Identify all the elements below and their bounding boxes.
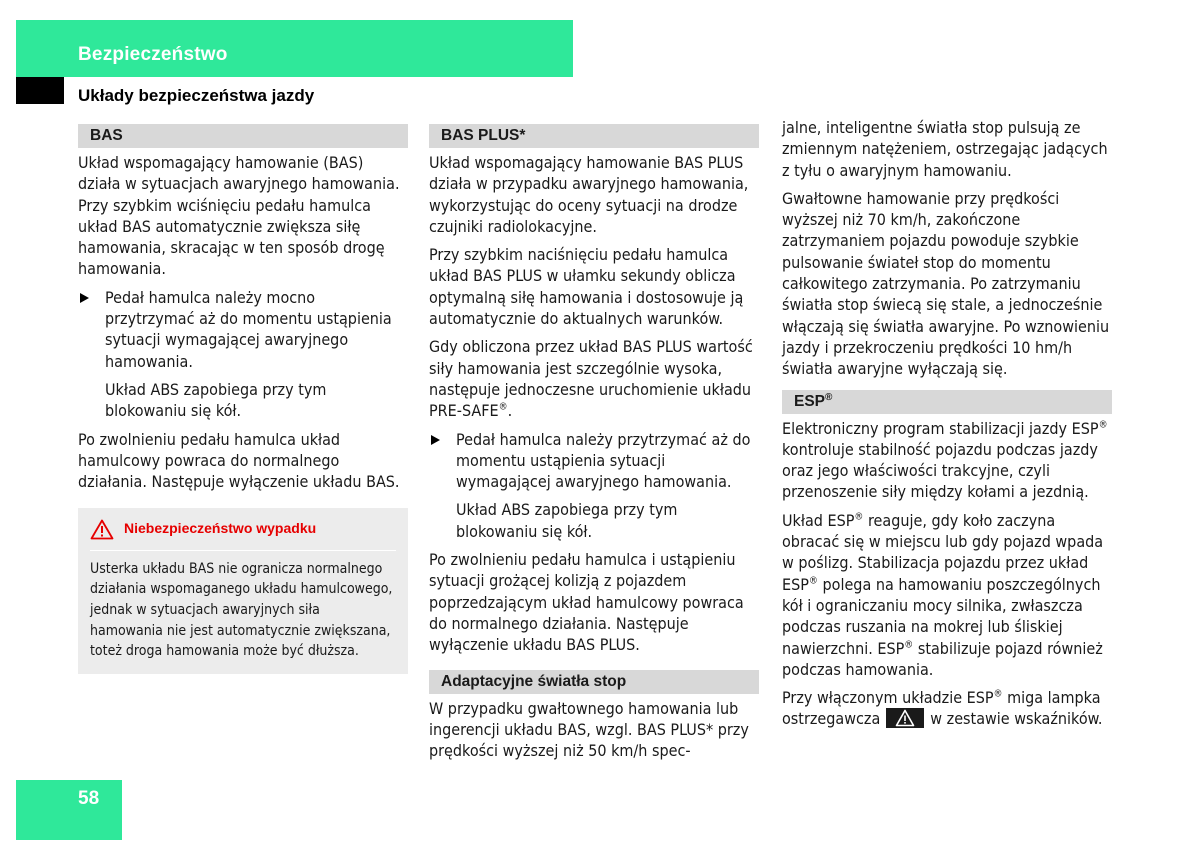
esp-p3-c: w zestawie wskaźników. [930, 709, 1103, 729]
warning-text: Usterka układu BAS nie ogranicza normalnego działania wspomaganego układu hamulcowego, jednak w sytuacjach awaryjnych siła hamowania nie jest automatycznie zwiększana, toteż droga hamowania może być dłuższa. [90, 560, 393, 660]
esp-p1-b: kontroluje stabilność pojazdu podczas jazdy oraz jego właściwości trakcyjne, czyli przenoszenie siły między kołami a jezdnią. [782, 439, 1098, 502]
bas-plus-p2: Przy szybkim naciśnięciu pedału hamulca układ BAS PLUS w ułamku sekundy oblicza optymalną siłę hamowania i dostosowuje ją automatycznie do aktualnych warunków. [429, 245, 744, 329]
column-bas [78, 124, 408, 674]
esp-p2-c: polega na hamowaniu poszczególnych kół i ograniczaniu mocy silnika, zwłaszcza podczas ruszania na mokrej lub śliskiej nawierzchni. ESP [782, 574, 1101, 658]
column-esp [782, 117, 1112, 737]
registered-mark: ® [904, 639, 914, 651]
bullet-triangle-icon [80, 293, 89, 303]
adaptive-lights-p2: jalne, inteligentne światła stop pulsują ze zmiennym natężeniem, ostrzegając jadących z tyłu o awaryjnym hamowaniu. [782, 118, 1108, 180]
warning-triangle-icon [90, 519, 114, 540]
heading-esp-label: ESP [794, 392, 826, 410]
bas-bullet [78, 287, 408, 372]
bullet-triangle-icon [431, 435, 440, 445]
bas-plus-release: Po zwolnieniu pedału hamulca i ustąpieniu sytuacji grożącej kolizją z pojazdem poprzedzającym układ hamulcowy powraca do normalnego działania. Następuje wyłączenie układu BAS PLUS. [429, 550, 744, 655]
esp-p1 [782, 418, 1112, 503]
esp-p2 [782, 510, 1112, 680]
esp-p1-a: Elektroniczny program stabilizacji jazdy ESP [782, 418, 1099, 438]
bas-plus-bullet-text: Pedał hamulca należy przytrzymać aż do momentu ustąpienia sytuacji wymagającej awaryjnego hamowania. [456, 429, 751, 492]
section-marker [16, 77, 64, 104]
bas-plus-p3 [429, 336, 759, 421]
esp-p2-d: stabilizuje pojazd również podczas hamowania. [782, 638, 1103, 679]
registered-mark: ® [808, 575, 818, 587]
heading-esp [782, 390, 1112, 414]
registered-mark: ® [854, 511, 864, 523]
registered-mark: ® [1098, 419, 1108, 431]
registered-mark: ® [993, 688, 1003, 700]
esp-p3 [782, 687, 1112, 730]
heading-bas: BAS [78, 124, 408, 148]
adaptive-lights-p3: Gwałtowne hamowanie przy prędkości wyższej niż 70 km/h, zakończone zatrzymaniem pojazdu powoduje szybkie pulsowanie świateł stop do momentu całkowitego zatrzymania. Po zatrzymaniu światła stop świecą się stale, a jednocześnie włączają się światła awaryjne. Po wznowieniu jazdy i przekroczeniu prędkości 10 hm/h światła awaryjne wyłączają się. [782, 188, 1110, 379]
warning-title: Niebezpieczeństwo wypadku [124, 520, 317, 537]
esp-warning-lamp-icon [886, 708, 924, 728]
page-number: 58 [78, 788, 100, 809]
bas-abs-note: Układ ABS zapobiega przy tym blokowaniu się kół. [105, 379, 327, 421]
esp-p3-a: Przy włączonym układzie ESP [782, 688, 994, 708]
bas-plus-abs-note: Układ ABS zapobiega przy tym blokowaniu się kół. [456, 500, 678, 541]
adaptive-lights-p1: W przypadku gwałtownego hamowania lub ingerencji układu BAS, wzgl. BAS PLUS* przy prędkości wyższej niż 50 km/h spec- [429, 698, 749, 761]
column-bas-plus [429, 124, 759, 768]
heading-bas-plus: BAS PLUS* [429, 124, 759, 148]
bas-plus-p3-text: Gdy obliczona przez układ BAS PLUS wartość siły hamowania jest szczególnie wysoka, następuje jednoczesne uruchomienie układu PRE-SAFE [429, 337, 753, 421]
bas-plus-p1: Układ wspomagający hamowanie BAS PLUS działa w przypadku awaryjnego hamowania, wykorzystując do oceny sytuacji na drodze czujniki radiolokacyjne. [429, 153, 749, 236]
bas-bullet-text: Pedał hamulca należy mocno przytrzymać aż do momentu ustąpienia sytuacji wymagającej awaryjnego hamowania. [105, 287, 392, 371]
warning-box [78, 508, 408, 673]
bas-plus-p3-end: . [507, 401, 513, 421]
registered-mark: ® [825, 391, 833, 403]
subsection-title: Układy bezpieczeństwa jazdy [78, 86, 315, 105]
warning-header [90, 518, 396, 550]
esp-p2-a: Układ ESP [782, 510, 855, 530]
bas-intro: Układ wspomagający hamowanie (BAS) działa w sytuacjach awaryjnego hamowania. Przy szybkim wciśnięciu pedału hamulca układ BAS automatycznie zwiększa siłę hamowania, skracając w ten sposób drogę hamowania. [78, 153, 400, 279]
esp-p3-b: miga lampka ostrzegawcza [782, 688, 1101, 729]
heading-adaptive-brake-lights: Adaptacyjne światła stop [429, 670, 759, 694]
registered-mark: ® [498, 401, 508, 413]
esp-p2-b: reaguje, gdy koło zaczyna obracać się w miejscu lub gdy pojazd wpada w poślizg. Stabilizacja pojazdu przez układ ESP [782, 510, 1104, 594]
bas-plus-bullet [429, 429, 759, 493]
page-number-box [16, 780, 122, 840]
bas-release: Po zwolnieniu pedału hamulca układ hamulcowy powraca do normalnego działania. Następuje wyłączenie układu BAS. [78, 429, 400, 492]
section-title: Bezpieczeństwo [78, 44, 228, 65]
